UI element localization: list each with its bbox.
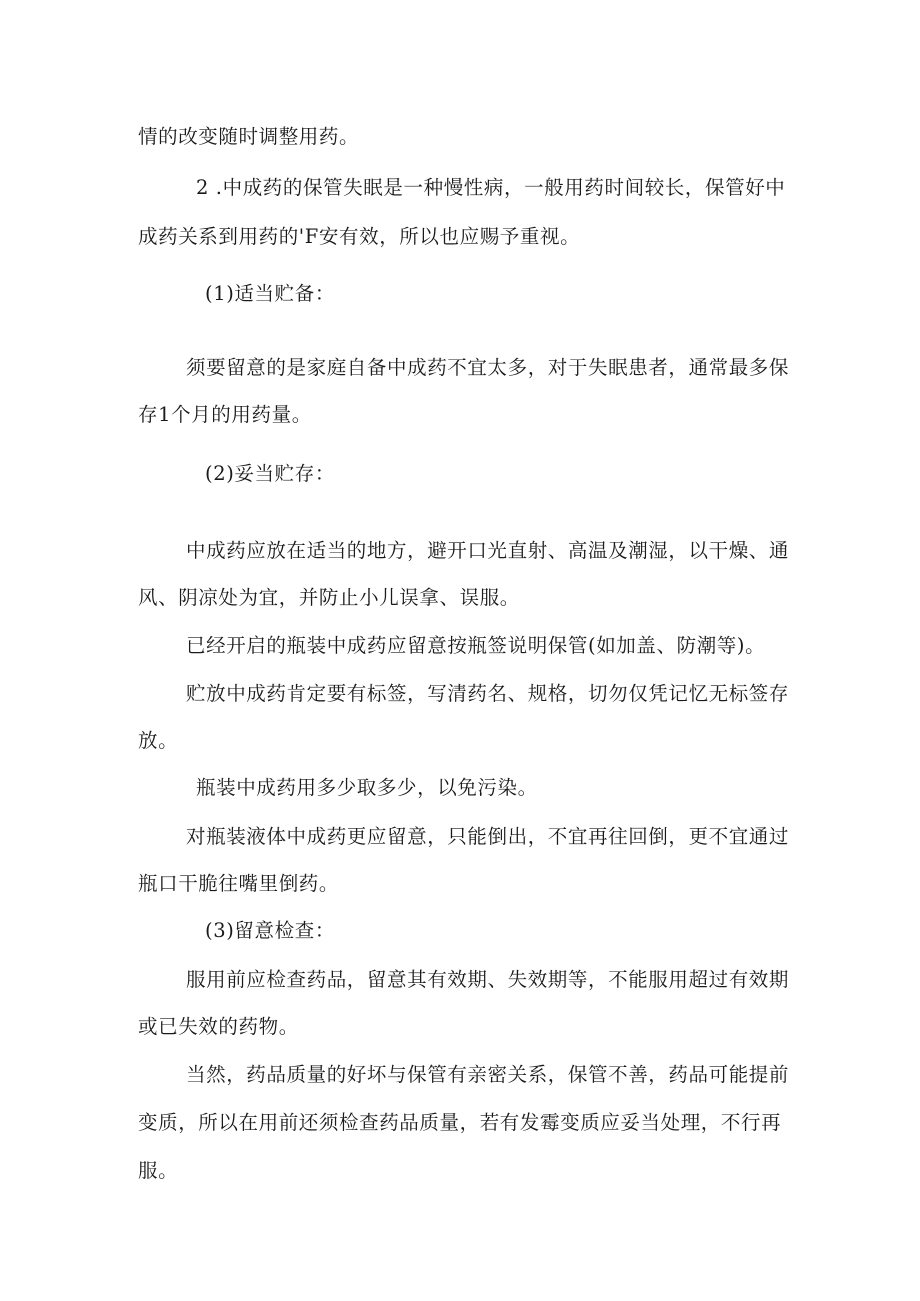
text-line-11: 贮放中成药肯定要有标签，写清药名、规格，切勿仅凭记忆无标签存: [186, 682, 790, 705]
text-line-5: 须要留意的是家庭自备中成药不宜太多，对于失眠患者，通常最多保: [186, 356, 790, 379]
text-line-10: 已经开启的瓶装中成药应留意按瓶签说明保管(如加盖、防潮等)。: [186, 634, 766, 657]
text-line-21: 服。: [138, 1159, 179, 1182]
text-line-2: 2 .中成药的保管失眠是一种慢性病，一般用药时间较长，保管好中: [196, 176, 786, 199]
text-line-18: 或已失效的药物。: [138, 1015, 299, 1038]
text-line-15: 瓶口干脆往嘴里倒药。: [138, 872, 340, 895]
text-line-19: 当然，药品质量的好坏与保管有亲密关系，保管不善，药品可能提前: [186, 1063, 790, 1086]
text-line-9: 风、阴凉处为宜，并防止小儿误拿、误服。: [138, 586, 520, 609]
text-line-8: 中成药应放在适当的地方，避开口光直射、高温及潮湿，以干燥、通: [186, 539, 790, 562]
text-line-12: 放。: [138, 729, 179, 752]
text-line-13: 瓶装中成药用多少取多少，以免污染。: [196, 776, 538, 799]
text-line-1: 情的改变随时调整用药。: [138, 125, 360, 148]
text-line-17: 服用前应检查药品，留意其有效期、失效期等，不能服用超过有效期: [186, 968, 790, 991]
section-heading-1: (1)适当贮备：: [205, 282, 335, 305]
text-line-14: 对瓶装液体中成药更应留意，只能倒出，不宜再往回倒，更不宜通过: [186, 825, 790, 848]
text-line-6: 存1个月的用药量。: [138, 403, 312, 426]
section-heading-2: (2)妥当贮存：: [205, 462, 335, 485]
text-line-3: 成药关系到用药的'F安有效，所以也应赐予重视。: [138, 225, 581, 248]
section-heading-3: (3)留意检查：: [205, 919, 335, 942]
text-line-20: 变质，所以在用前还须检查药品质量，若有发霉变质应妥当处理，不行再: [138, 1111, 782, 1134]
